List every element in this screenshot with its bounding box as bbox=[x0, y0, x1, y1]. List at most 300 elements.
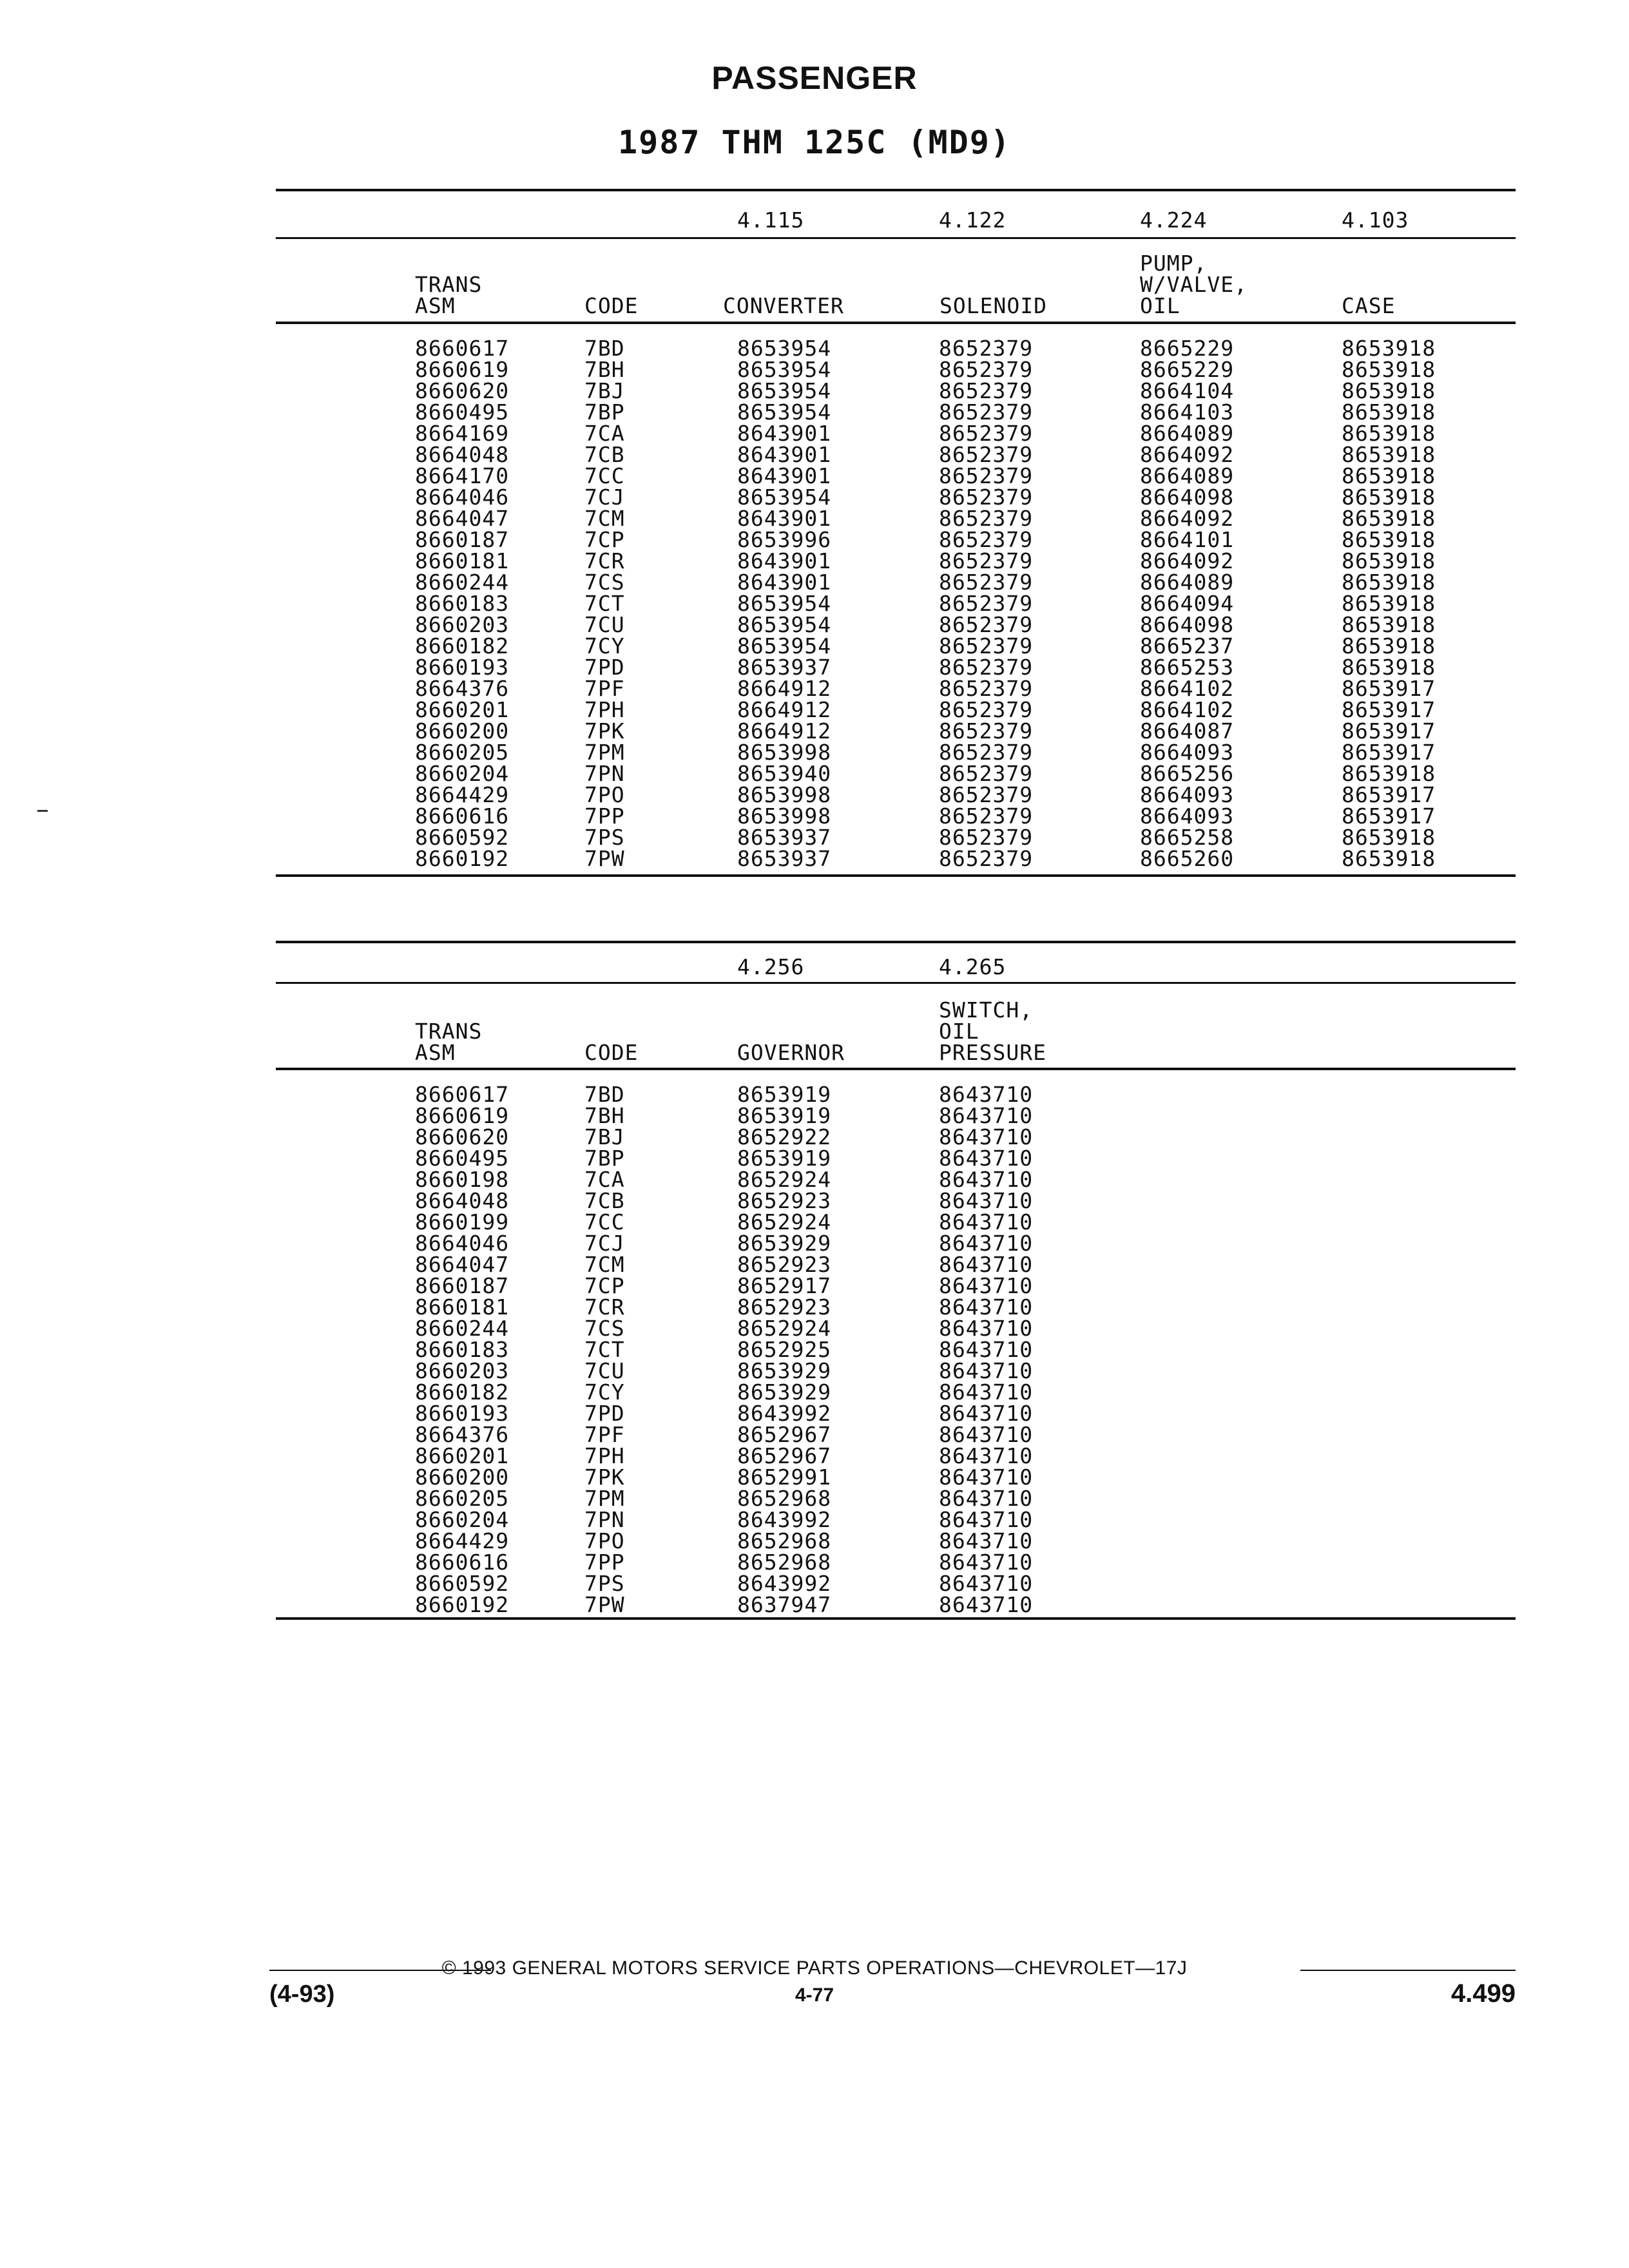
cell-pump: 8665229 bbox=[1140, 357, 1235, 382]
cell-case: 8653918 bbox=[1342, 633, 1436, 658]
cell-trans-asm: 8660201 bbox=[415, 1443, 510, 1468]
cell-pump: 8664092 bbox=[1140, 548, 1235, 573]
cell-solenoid: 8652379 bbox=[939, 527, 1034, 552]
cell-switch: 8643710 bbox=[939, 1528, 1034, 1553]
cell-pump: 8664092 bbox=[1140, 506, 1235, 531]
cell-governor: 8652925 bbox=[737, 1337, 832, 1362]
cell-case: 8653918 bbox=[1342, 399, 1436, 425]
cell-trans-asm: 8664048 bbox=[415, 1188, 510, 1213]
cell-case: 8653918 bbox=[1342, 357, 1436, 382]
cell-code: 7CT bbox=[584, 1337, 625, 1362]
group-code: 4.265 bbox=[939, 954, 1007, 979]
table-row bbox=[0, 1084, 1629, 1105]
cell-pump: 8664094 bbox=[1140, 591, 1235, 616]
cell-code: 7CT bbox=[584, 591, 625, 616]
cell-case: 8653917 bbox=[1342, 718, 1436, 744]
cell-pump: 8664102 bbox=[1140, 676, 1235, 701]
cell-trans-asm: 8660193 bbox=[415, 655, 510, 680]
cell-case: 8653917 bbox=[1342, 697, 1436, 722]
page-subtitle: 1987 THM 125C (MD9) bbox=[618, 124, 1011, 161]
cell-switch: 8643710 bbox=[939, 1358, 1034, 1383]
cell-trans-asm: 8660620 bbox=[415, 378, 510, 403]
cell-code: 7PK bbox=[584, 718, 625, 744]
cell-case: 8653917 bbox=[1342, 676, 1436, 701]
cell-pump: 8664093 bbox=[1140, 782, 1235, 807]
footer-page-number: 4-77 bbox=[795, 1984, 834, 2006]
cell-code: 7BH bbox=[584, 357, 625, 382]
cell-governor: 8643992 bbox=[737, 1507, 832, 1532]
cell-solenoid: 8652379 bbox=[939, 463, 1034, 488]
cell-trans-asm: 8664376 bbox=[415, 676, 510, 701]
cell-code: 7PP bbox=[584, 1550, 625, 1575]
cell-trans-asm: 8664048 bbox=[415, 442, 510, 467]
cell-trans-asm: 8660203 bbox=[415, 612, 510, 637]
table-row bbox=[0, 678, 1629, 699]
cell-governor: 8652991 bbox=[737, 1465, 832, 1490]
cell-trans-asm: 8660495 bbox=[415, 1146, 510, 1171]
cell-governor: 8652922 bbox=[737, 1124, 832, 1149]
cell-code: 7CR bbox=[584, 1294, 625, 1320]
cell-trans-asm: 8664047 bbox=[415, 506, 510, 531]
cell-converter: 8643901 bbox=[737, 548, 832, 573]
cell-case: 8653918 bbox=[1342, 548, 1436, 573]
cell-trans-asm: 8660182 bbox=[415, 1379, 510, 1405]
cell-trans-asm: 8660619 bbox=[415, 357, 510, 382]
cell-code: 7PF bbox=[584, 1422, 625, 1447]
cell-case: 8653918 bbox=[1342, 846, 1436, 871]
cell-case: 8653918 bbox=[1342, 761, 1436, 786]
table-rule bbox=[276, 1068, 1516, 1070]
cell-trans-asm: 8660193 bbox=[415, 1401, 510, 1426]
table-rule bbox=[276, 1617, 1516, 1620]
group-code: 4.115 bbox=[737, 207, 805, 233]
cell-solenoid: 8652379 bbox=[939, 803, 1034, 829]
header-switch-line1: SWITCH, bbox=[939, 997, 1034, 1023]
table-row bbox=[0, 1105, 1629, 1126]
cell-code: 7CA bbox=[584, 421, 625, 446]
table-row bbox=[0, 572, 1629, 593]
table-row bbox=[0, 359, 1629, 380]
cell-code: 7CU bbox=[584, 1358, 625, 1383]
table-row bbox=[0, 1552, 1629, 1573]
cell-solenoid: 8652379 bbox=[939, 612, 1034, 637]
table-row bbox=[0, 635, 1629, 657]
cell-switch: 8643710 bbox=[939, 1592, 1034, 1617]
header-solenoid: SOLENOID bbox=[940, 293, 1047, 318]
cell-switch: 8643710 bbox=[939, 1231, 1034, 1256]
cell-converter: 8653954 bbox=[737, 485, 832, 510]
cell-solenoid: 8652379 bbox=[939, 655, 1034, 680]
cell-trans-asm: 8660205 bbox=[415, 740, 510, 765]
cell-code: 7PM bbox=[584, 740, 625, 765]
cell-pump: 8664093 bbox=[1140, 803, 1235, 829]
table-row bbox=[0, 401, 1629, 423]
cell-case: 8653918 bbox=[1342, 336, 1436, 361]
cell-trans-asm: 8660201 bbox=[415, 697, 510, 722]
cell-code: 7PK bbox=[584, 1465, 625, 1490]
cell-code: 7CY bbox=[584, 1379, 625, 1405]
cell-converter: 8653954 bbox=[737, 357, 832, 382]
cell-switch: 8643710 bbox=[939, 1507, 1034, 1532]
table-row bbox=[0, 529, 1629, 550]
cell-converter: 8653998 bbox=[737, 782, 832, 807]
cell-trans-asm: 8660244 bbox=[415, 1316, 510, 1341]
cell-code: 7BJ bbox=[584, 378, 625, 403]
table-row bbox=[0, 465, 1629, 486]
header-code: CODE bbox=[584, 293, 639, 318]
cell-code: 7BP bbox=[584, 1146, 625, 1171]
cell-switch: 8643710 bbox=[939, 1294, 1034, 1320]
cell-code: 7BP bbox=[584, 399, 625, 425]
cell-solenoid: 8652379 bbox=[939, 570, 1034, 595]
cell-pump: 8664102 bbox=[1140, 697, 1235, 722]
cell-code: 7BD bbox=[584, 336, 625, 361]
cell-governor: 8637947 bbox=[737, 1592, 832, 1617]
table-row bbox=[0, 1275, 1629, 1296]
cell-governor: 8652967 bbox=[737, 1422, 832, 1447]
cell-converter: 8653940 bbox=[737, 761, 832, 786]
cell-code: 7CP bbox=[584, 1273, 625, 1298]
cell-case: 8653918 bbox=[1342, 655, 1436, 680]
table-row bbox=[0, 848, 1629, 869]
cell-governor: 8652967 bbox=[737, 1443, 832, 1468]
table-row bbox=[0, 593, 1629, 614]
cell-case: 8653918 bbox=[1342, 485, 1436, 510]
cell-converter: 8643901 bbox=[737, 421, 832, 446]
cell-governor: 8653929 bbox=[737, 1379, 832, 1405]
cell-converter: 8653998 bbox=[737, 740, 832, 765]
cell-converter: 8653996 bbox=[737, 527, 832, 552]
cell-code: 7PS bbox=[584, 1571, 625, 1596]
header-governor: GOVERNOR bbox=[737, 1040, 845, 1065]
cell-switch: 8643710 bbox=[939, 1252, 1034, 1277]
cell-solenoid: 8652379 bbox=[939, 378, 1034, 403]
cell-trans-asm: 8660187 bbox=[415, 1273, 510, 1298]
cell-pump: 8664101 bbox=[1140, 527, 1235, 552]
cell-pump: 8664098 bbox=[1140, 612, 1235, 637]
cell-switch: 8643710 bbox=[939, 1209, 1034, 1235]
cell-trans-asm: 8660592 bbox=[415, 825, 510, 850]
cell-trans-asm: 8660192 bbox=[415, 1592, 510, 1617]
cell-code: 7PW bbox=[584, 1592, 625, 1617]
cell-governor: 8643992 bbox=[737, 1401, 832, 1426]
cell-solenoid: 8652379 bbox=[939, 718, 1034, 744]
cell-solenoid: 8652379 bbox=[939, 506, 1034, 531]
cell-code: 7CS bbox=[584, 1316, 625, 1341]
header-converter: CONVERTER bbox=[723, 293, 844, 318]
header-pump-line1: PUMP, bbox=[1140, 251, 1208, 276]
cell-governor: 8653929 bbox=[737, 1231, 832, 1256]
table-rule bbox=[276, 237, 1516, 239]
cell-solenoid: 8652379 bbox=[939, 485, 1034, 510]
cell-solenoid: 8652379 bbox=[939, 633, 1034, 658]
header-switch-line2: OIL bbox=[939, 1019, 979, 1044]
cell-case: 8653918 bbox=[1342, 612, 1436, 637]
table-row bbox=[0, 1169, 1629, 1190]
cell-trans-asm: 8660199 bbox=[415, 1209, 510, 1235]
cell-case: 8653917 bbox=[1342, 782, 1436, 807]
table-row bbox=[0, 1488, 1629, 1509]
cell-governor: 8653919 bbox=[737, 1146, 832, 1171]
cell-converter: 8643901 bbox=[737, 506, 832, 531]
table-row bbox=[0, 1424, 1629, 1445]
cell-trans-asm: 8660616 bbox=[415, 803, 510, 829]
cell-pump: 8664092 bbox=[1140, 442, 1235, 467]
cell-trans-asm: 8660203 bbox=[415, 1358, 510, 1383]
cell-governor: 8653919 bbox=[737, 1082, 832, 1107]
table-row bbox=[0, 1360, 1629, 1381]
cell-code: 7CM bbox=[584, 1252, 625, 1277]
table-rule bbox=[276, 982, 1516, 984]
cell-solenoid: 8652379 bbox=[939, 442, 1034, 467]
cell-case: 8653918 bbox=[1342, 463, 1436, 488]
header-pump-line2: W/VALVE, bbox=[1140, 272, 1248, 297]
table-row bbox=[0, 508, 1629, 529]
cell-trans-asm: 8660244 bbox=[415, 570, 510, 595]
cell-pump: 8665237 bbox=[1140, 633, 1235, 658]
cell-converter: 8653954 bbox=[737, 633, 832, 658]
cell-pump: 8664089 bbox=[1140, 463, 1235, 488]
cell-code: 7PN bbox=[584, 761, 625, 786]
cell-governor: 8653919 bbox=[737, 1103, 832, 1128]
cell-code: 7PS bbox=[584, 825, 625, 850]
cell-code: 7CM bbox=[584, 506, 625, 531]
table-row bbox=[0, 338, 1629, 359]
cell-code: 7CU bbox=[584, 612, 625, 637]
table-row bbox=[0, 657, 1629, 678]
cell-code: 7CP bbox=[584, 527, 625, 552]
group-code: 4.122 bbox=[939, 207, 1007, 233]
cell-code: 7PM bbox=[584, 1486, 625, 1511]
cell-trans-asm: 8660619 bbox=[415, 1103, 510, 1128]
cell-trans-asm: 8664046 bbox=[415, 1231, 510, 1256]
header-trans-asm-line1: TRANS bbox=[415, 1019, 483, 1044]
table-row bbox=[0, 1573, 1629, 1594]
cell-code: 7PN bbox=[584, 1507, 625, 1532]
cell-converter: 8653954 bbox=[737, 612, 832, 637]
footer-date: (4-93) bbox=[269, 1981, 335, 2008]
header-pump-line3: OIL bbox=[1140, 293, 1181, 318]
cell-converter: 8664912 bbox=[737, 676, 832, 701]
cell-converter: 8653954 bbox=[737, 378, 832, 403]
cell-code: 7BJ bbox=[584, 1124, 625, 1149]
cell-converter: 8653937 bbox=[737, 825, 832, 850]
cell-trans-asm: 8664429 bbox=[415, 782, 510, 807]
cell-pump: 8665253 bbox=[1140, 655, 1235, 680]
cell-switch: 8643710 bbox=[939, 1146, 1034, 1171]
table-row bbox=[0, 550, 1629, 572]
cell-pump: 8665258 bbox=[1140, 825, 1235, 850]
cell-code: 7CY bbox=[584, 633, 625, 658]
cell-case: 8653918 bbox=[1342, 442, 1436, 467]
cell-governor: 8652924 bbox=[737, 1209, 832, 1235]
cell-case: 8653917 bbox=[1342, 740, 1436, 765]
table-row bbox=[0, 1403, 1629, 1424]
header-trans-asm-line1: TRANS bbox=[415, 272, 483, 297]
cell-switch: 8643710 bbox=[939, 1465, 1034, 1490]
group-code: 4.224 bbox=[1140, 207, 1208, 233]
table-rule bbox=[276, 941, 1516, 943]
cell-switch: 8643710 bbox=[939, 1316, 1034, 1341]
cell-solenoid: 8652379 bbox=[939, 336, 1034, 361]
table-row bbox=[0, 784, 1629, 805]
cell-case: 8653917 bbox=[1342, 803, 1436, 829]
cell-code: 7CJ bbox=[584, 485, 625, 510]
cell-converter: 8653937 bbox=[737, 846, 832, 871]
cell-converter: 8664912 bbox=[737, 718, 832, 744]
cell-code: 7PW bbox=[584, 846, 625, 871]
table-row bbox=[0, 1339, 1629, 1360]
cell-converter: 8653954 bbox=[737, 399, 832, 425]
cell-code: 7PH bbox=[584, 697, 625, 722]
table-row bbox=[0, 763, 1629, 784]
cell-switch: 8643710 bbox=[939, 1337, 1034, 1362]
cell-trans-asm: 8660617 bbox=[415, 1082, 510, 1107]
cell-trans-asm: 8660200 bbox=[415, 718, 510, 744]
cell-switch: 8643710 bbox=[939, 1124, 1034, 1149]
cell-switch: 8643710 bbox=[939, 1550, 1034, 1575]
cell-solenoid: 8652379 bbox=[939, 676, 1034, 701]
table-row bbox=[0, 1466, 1629, 1488]
cell-solenoid: 8652379 bbox=[939, 421, 1034, 446]
cell-code: 7PF bbox=[584, 676, 625, 701]
cell-pump: 8665229 bbox=[1140, 336, 1235, 361]
group-code: 4.103 bbox=[1342, 207, 1409, 233]
cell-governor: 8653929 bbox=[737, 1358, 832, 1383]
cell-trans-asm: 8664376 bbox=[415, 1422, 510, 1447]
cell-converter: 8653937 bbox=[737, 655, 832, 680]
cell-code: 7BH bbox=[584, 1103, 625, 1128]
cell-pump: 8664089 bbox=[1140, 421, 1235, 446]
cell-code: 7CJ bbox=[584, 1231, 625, 1256]
cell-trans-asm: 8660181 bbox=[415, 548, 510, 573]
cell-case: 8653918 bbox=[1342, 825, 1436, 850]
cell-pump: 8664104 bbox=[1140, 378, 1235, 403]
table-row bbox=[0, 614, 1629, 635]
page-title: PASSENGER bbox=[711, 60, 918, 96]
cell-converter: 8664912 bbox=[737, 697, 832, 722]
cell-trans-asm: 8660592 bbox=[415, 1571, 510, 1596]
cell-trans-asm: 8660620 bbox=[415, 1124, 510, 1149]
cell-converter: 8653954 bbox=[737, 336, 832, 361]
cell-trans-asm: 8660182 bbox=[415, 633, 510, 658]
table-row bbox=[0, 1318, 1629, 1339]
cell-trans-asm: 8664047 bbox=[415, 1252, 510, 1277]
cell-switch: 8643710 bbox=[939, 1103, 1034, 1128]
cell-code: 7CC bbox=[584, 463, 625, 488]
cell-solenoid: 8652379 bbox=[939, 548, 1034, 573]
table-rule bbox=[276, 322, 1516, 324]
cell-code: 7PD bbox=[584, 655, 625, 680]
cell-converter: 8653998 bbox=[737, 803, 832, 829]
table-row bbox=[0, 423, 1629, 444]
cell-pump: 8664087 bbox=[1140, 718, 1235, 744]
cell-governor: 8652924 bbox=[737, 1316, 832, 1341]
cell-solenoid: 8652379 bbox=[939, 761, 1034, 786]
cell-code: 7PD bbox=[584, 1401, 625, 1426]
cell-converter: 8643901 bbox=[737, 442, 832, 467]
cell-solenoid: 8652379 bbox=[939, 399, 1034, 425]
table-row bbox=[0, 1126, 1629, 1148]
table-row bbox=[0, 827, 1629, 848]
cell-code: 7CR bbox=[584, 548, 625, 573]
cell-trans-asm: 8660204 bbox=[415, 761, 510, 786]
cell-code: 7CB bbox=[584, 442, 625, 467]
cell-solenoid: 8652379 bbox=[939, 846, 1034, 871]
table-row bbox=[0, 1509, 1629, 1530]
header-switch-line3: PRESSURE bbox=[939, 1040, 1046, 1065]
cell-governor: 8652968 bbox=[737, 1550, 832, 1575]
cell-governor: 8652923 bbox=[737, 1294, 832, 1320]
table-rule bbox=[276, 189, 1516, 191]
cell-solenoid: 8652379 bbox=[939, 740, 1034, 765]
cell-pump: 8665260 bbox=[1140, 846, 1235, 871]
cell-governor: 8652924 bbox=[737, 1167, 832, 1192]
cell-code: 7PO bbox=[584, 1528, 625, 1553]
cell-switch: 8643710 bbox=[939, 1422, 1034, 1447]
table-row bbox=[0, 1296, 1629, 1318]
cell-switch: 8643710 bbox=[939, 1486, 1034, 1511]
cell-governor: 8643992 bbox=[737, 1571, 832, 1596]
table-row bbox=[0, 699, 1629, 720]
group-code: 4.256 bbox=[737, 954, 805, 979]
cell-switch: 8643710 bbox=[939, 1082, 1034, 1107]
cell-switch: 8643710 bbox=[939, 1379, 1034, 1405]
cell-trans-asm: 8660200 bbox=[415, 1465, 510, 1490]
cell-converter: 8643901 bbox=[737, 570, 832, 595]
cell-solenoid: 8652379 bbox=[939, 782, 1034, 807]
table-row bbox=[0, 1148, 1629, 1169]
cell-trans-asm: 8660205 bbox=[415, 1486, 510, 1511]
header-case: CASE bbox=[1342, 293, 1396, 318]
cell-trans-asm: 8664169 bbox=[415, 421, 510, 446]
cell-governor: 8652917 bbox=[737, 1273, 832, 1298]
cell-converter: 8653954 bbox=[737, 591, 832, 616]
cell-case: 8653918 bbox=[1342, 527, 1436, 552]
cell-case: 8653918 bbox=[1342, 570, 1436, 595]
cell-solenoid: 8652379 bbox=[939, 697, 1034, 722]
table-row bbox=[0, 1211, 1629, 1233]
cell-governor: 8652968 bbox=[737, 1528, 832, 1553]
cell-case: 8653918 bbox=[1342, 591, 1436, 616]
cell-governor: 8652968 bbox=[737, 1486, 832, 1511]
cell-code: 7CS bbox=[584, 570, 625, 595]
table-row bbox=[0, 742, 1629, 763]
cell-solenoid: 8652379 bbox=[939, 825, 1034, 850]
table-row bbox=[0, 486, 1629, 508]
cell-solenoid: 8652379 bbox=[939, 357, 1034, 382]
cell-trans-asm: 8660617 bbox=[415, 336, 510, 361]
cell-switch: 8643710 bbox=[939, 1188, 1034, 1213]
cell-code: 7CB bbox=[584, 1188, 625, 1213]
cell-pump: 8664093 bbox=[1140, 740, 1235, 765]
table-row bbox=[0, 1594, 1629, 1615]
cell-trans-asm: 8660192 bbox=[415, 846, 510, 871]
cell-switch: 8643710 bbox=[939, 1273, 1034, 1298]
cell-code: 7BD bbox=[584, 1082, 625, 1107]
cell-trans-asm: 8664429 bbox=[415, 1528, 510, 1553]
cell-trans-asm: 8660495 bbox=[415, 399, 510, 425]
cell-governor: 8652923 bbox=[737, 1252, 832, 1277]
cell-trans-asm: 8660181 bbox=[415, 1294, 510, 1320]
footer-copyright: © 1993 GENERAL MOTORS SERVICE PARTS OPERATIONS—CHEVROLET—17J bbox=[441, 1957, 1188, 1979]
cell-trans-asm: 8660183 bbox=[415, 591, 510, 616]
cell-pump: 8664098 bbox=[1140, 485, 1235, 510]
table-row bbox=[0, 1445, 1629, 1466]
cell-converter: 8643901 bbox=[737, 463, 832, 488]
cell-code: 7CC bbox=[584, 1209, 625, 1235]
cell-code: 7PO bbox=[584, 782, 625, 807]
